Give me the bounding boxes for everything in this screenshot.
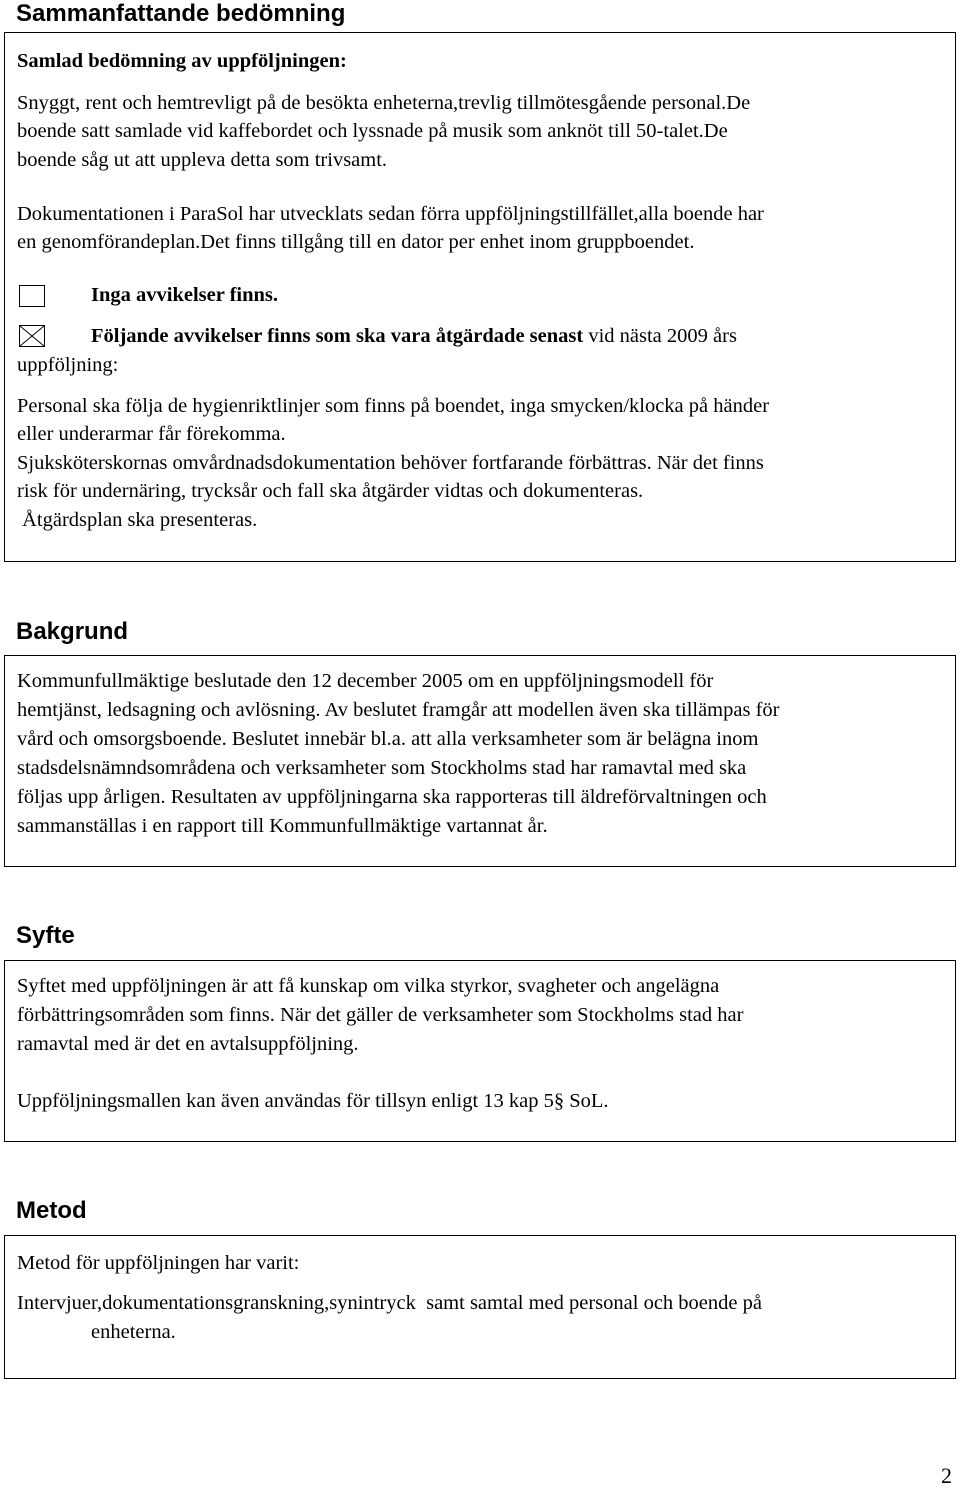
purpose-line-3: ramavtal med är det en avtalsuppföljning.: [17, 1033, 359, 1055]
purpose-box: [4, 960, 956, 1142]
deviations-label-bold: Följande avvikelser finns som ska vara åtgärdade senast: [91, 325, 584, 347]
summary-subheading: Samlad bedömning av uppföljningen:: [17, 50, 347, 72]
background-line-6: sammanställas i en rapport till Kommunfullmäktige vartannat år.: [17, 815, 548, 837]
deviations-label: [91, 322, 943, 351]
purpose-heading: Syfte: [16, 922, 75, 949]
purpose-paragraph-2: Uppföljningsmallen kan även användas för tillsyn enligt 13 kap 5§ SoL.: [17, 1090, 609, 1112]
summary-paragraph-3-line-3: Sjuksköterskornas omvårdnadsdokumentation behöver fortfarande förbättras. När det finns: [17, 452, 764, 474]
method-line-1: Metod för uppföljningen har varit:: [17, 1252, 300, 1274]
no-deviations-label: Inga avvikelser finns.: [91, 284, 279, 306]
summary-paragraph-1-line-2: boende satt samlade vid kaffebordet och lyssnade på musik som anknöt till 50-talet.De: [17, 120, 728, 142]
method-box: [4, 1235, 956, 1379]
summary-paragraph-3-line-4: risk för undernäring, trycksår och fall ska åtgärder vidtas och dokumenteras.: [17, 480, 644, 502]
method-line-2: Intervjuer,dokumentationsgranskning,synintryck samt samtal med personal och boende på: [17, 1292, 762, 1314]
background-line-4: stadsdelsnämndsområdena och verksamheter som Stockholms stad har ramavtal med ska: [17, 757, 747, 779]
background-line-1: Kommunfullmäktige beslutade den 12 december 2005 om en uppföljningsmodell för: [17, 670, 714, 692]
summary-paragraph-2-line-1: Dokumentationen i ParaSol har utvecklats sedan förra uppföljningstillfället,alla boende har: [17, 203, 764, 225]
deviations-label-line-2: uppföljning:: [17, 354, 119, 376]
summary-paragraph-1-line-3: boende såg ut att uppleva detta som trivsamt.: [17, 149, 388, 171]
summary-paragraph-1-line-1: Snyggt, rent och hemtrevligt på de besökta enheterna,trevlig tillmötesgående personal.De: [17, 92, 751, 114]
summary-paragraph-2-line-2: en genomförandeplan.Det finns tillgång till en dator per enhet inom gruppboendet.: [17, 231, 695, 253]
summary-heading: Sammanfattande bedömning: [16, 0, 346, 27]
purpose-line-1: Syftet med uppföljningen är att få kunskap om vilka styrkor, svagheter och angelägna: [17, 975, 720, 997]
summary-paragraph-3-line-1: Personal ska följa de hygienriktlinjer som finns på boendet, inga smycken/klocka på händer: [17, 395, 770, 417]
summary-paragraph-3-line-2: eller underarmar får förekomma.: [17, 423, 286, 445]
summary-paragraph-3-line-5: Åtgärdsplan ska presenteras.: [17, 509, 258, 531]
purpose-line-2: förbättringsområden som finns. När det gäller de verksamheter som Stockholms stad har: [17, 1004, 744, 1026]
background-line-3: vård och omsorgsboende. Beslutet innebär bl.a. att alla verksamheter som är belägna inom: [17, 728, 759, 750]
background-line-5: följas upp årligen. Resultaten av uppföljningarna ska rapporteras till äldreförvaltningen och: [17, 786, 767, 808]
checked-cross-icon: [20, 326, 44, 346]
background-heading: Bakgrund: [16, 618, 129, 645]
method-heading: Metod: [16, 1197, 87, 1224]
background-line-2: hemtjänst, ledsagning och avlösning. Av beslutet framgår att modellen även ska tillämpas för: [17, 699, 780, 721]
method-line-3: enheterna.: [91, 1321, 176, 1343]
deviations-label-rest: vid nästa 2009 års: [583, 325, 737, 347]
page-number: 2: [941, 1463, 952, 1488]
background-box: [4, 655, 956, 867]
summary-box: [4, 32, 956, 562]
deviations-checkbox[interactable]: [19, 325, 45, 347]
no-deviations-checkbox[interactable]: [19, 285, 45, 307]
